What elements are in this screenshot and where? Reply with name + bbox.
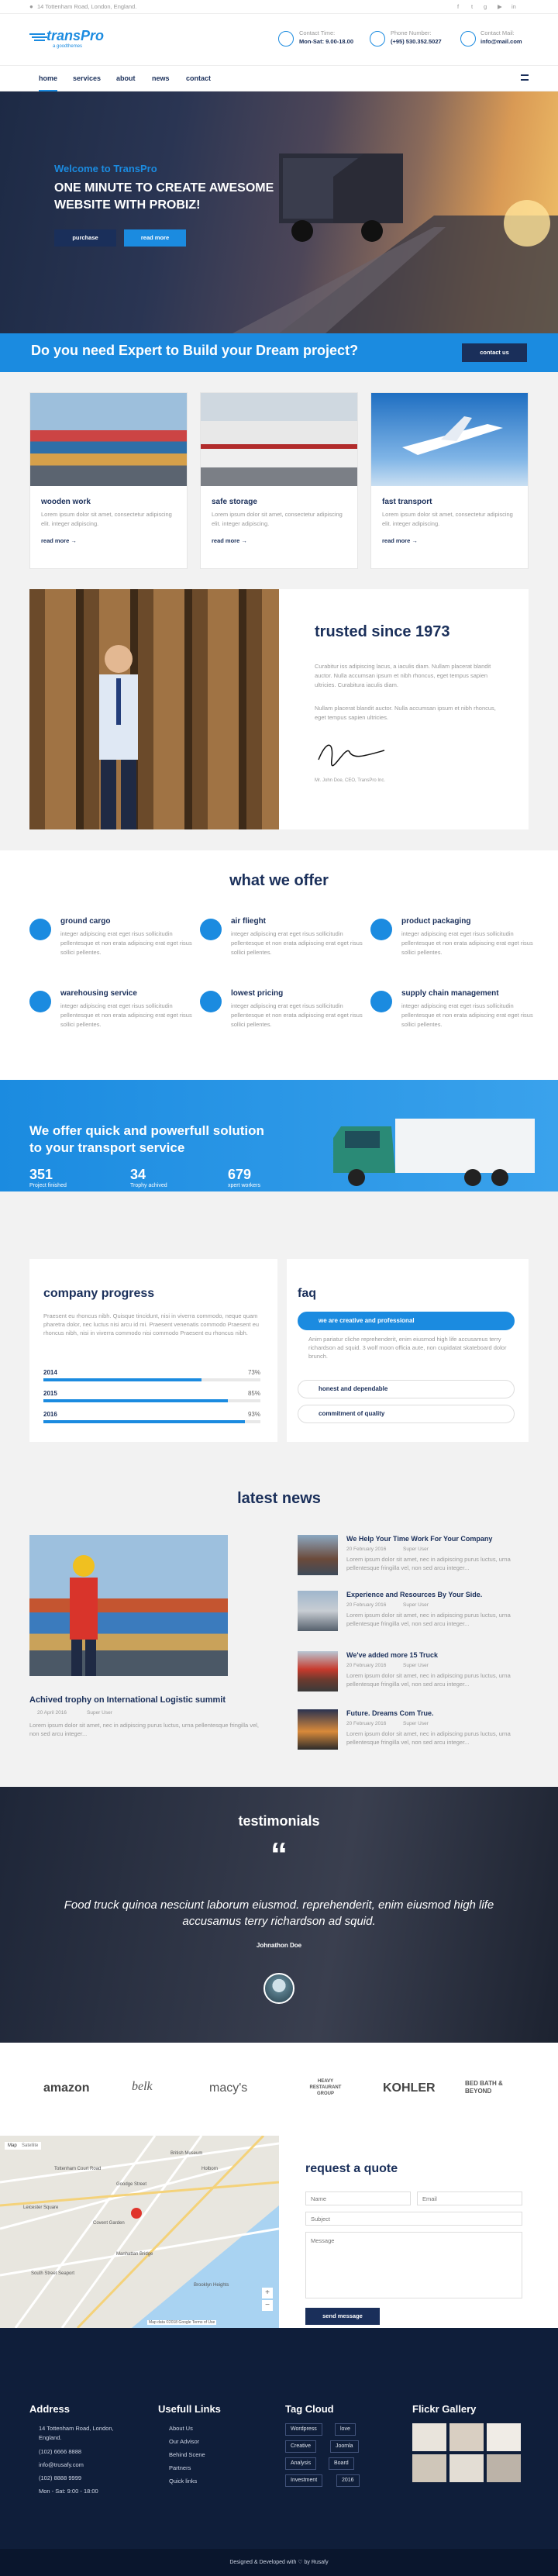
offer-item-title: ground cargo xyxy=(60,917,111,926)
fast-transport-image xyxy=(371,393,528,486)
logo-text: transPro xyxy=(46,28,105,43)
zoom-in-button[interactable]: + xyxy=(262,2288,273,2298)
stat-label: Trophy achived xyxy=(130,1183,167,1188)
card-read-more-link[interactable]: read more → xyxy=(41,537,77,544)
green-truck-image xyxy=(326,1111,535,1191)
hero-welcome: Welcome to TransPro xyxy=(54,163,157,174)
price-icon xyxy=(200,991,222,1012)
news-thumb xyxy=(298,1591,338,1631)
card-fast-transport xyxy=(370,392,529,569)
offer-item-text: integer adipiscing erat eget risus sollicitudin pellentesque et non erata adipiscing erat eget risus sollici pellentes. xyxy=(401,930,533,956)
worker-figure xyxy=(29,1535,228,1676)
faq-item[interactable]: honest and dependable xyxy=(298,1380,515,1398)
faq-item[interactable]: commitment of quality xyxy=(298,1405,515,1423)
featured-news-author: Super User xyxy=(87,1710,112,1716)
footer-email[interactable]: info@trusafy.com xyxy=(39,2461,84,2468)
news-item-date: 20 February 2016 xyxy=(346,1602,387,1608)
signature-caption: Mr. John Doe, CEO, TransPro Inc. xyxy=(315,778,386,783)
partner-logo[interactable]: amazon xyxy=(43,2081,90,2095)
news-title: latest news xyxy=(237,1490,321,1507)
tag[interactable]: love xyxy=(335,2423,356,2436)
linkedin-icon[interactable]: in xyxy=(512,3,516,10)
map-tab-satellite[interactable]: Satellite xyxy=(19,2142,41,2150)
ground-cargo-icon xyxy=(29,919,51,940)
nav-services[interactable]: services xyxy=(73,74,102,82)
testimonial-quote-1: Food truck quinoa nesciunt laborum eiusmod. reprehenderit, enim eiusmod high life xyxy=(64,1898,494,1912)
featured-news-text: Lorem ipsum dolor sit amet, nec in adipiscing purus luctus, urna pellentesque fringilla vel, non sed arcu integer... xyxy=(29,1722,259,1737)
solution-title-2: to your transport service xyxy=(29,1140,185,1155)
cta-strip xyxy=(0,333,558,372)
twitter-icon[interactable]: t xyxy=(471,3,474,10)
map-label: Brooklyn Heights xyxy=(194,2283,229,2288)
signature-image xyxy=(315,736,392,767)
trusted-paragraph-1: Curabitur iss adipiscing lacus, a iaculis diam. Nullam placerat blandit auctor. Nulla accumsan ipsum et nibh rhoncus, eget tempus sapien ultricies. Curabitura iaculis diam. xyxy=(315,663,491,688)
logo-icon xyxy=(29,31,48,42)
logo[interactable] xyxy=(29,28,122,51)
news-item-text: Lorem ipsum dolor sit amet, nec in adipiscing purus luctus, urna pellentesque fringilla vel, non sed arcu integer... xyxy=(346,1612,511,1627)
footer-phone: (102) 6666 8888 xyxy=(39,2448,82,2455)
hero-truck-image xyxy=(0,91,558,333)
trusted-title: trusted since 1973 xyxy=(315,623,450,640)
featured-news-date: 20 April 2016 xyxy=(37,1710,67,1716)
purchase-button[interactable]: purchase xyxy=(54,229,116,247)
stat-value: 34 xyxy=(130,1167,146,1182)
card-text: Lorem ipsum dolor sit amet, consectetur adipiscing elit. integer adipiscing. xyxy=(382,511,513,527)
news-item-title[interactable]: We've added more 15 Truck xyxy=(346,1651,439,1659)
phone-number xyxy=(391,29,442,45)
main-nav xyxy=(0,65,558,91)
nav-home[interactable]: home xyxy=(39,66,57,91)
warehouse-man-image xyxy=(29,589,279,829)
partners-strip xyxy=(0,2043,558,2136)
man-figure xyxy=(84,636,153,829)
offer-item-text: integer adipiscing erat eget risus sollicitudin pellentesque et non erata adipiscing erat eget risus sollici pellentes. xyxy=(60,1002,192,1028)
bar-percent: 73% xyxy=(247,1369,260,1376)
gallery-thumb[interactable] xyxy=(412,2423,446,2451)
card-read-more-link[interactable]: read more → xyxy=(212,537,247,544)
header xyxy=(0,14,558,65)
quote-icon: “ xyxy=(270,1836,288,1874)
stat-value: 679 xyxy=(228,1167,252,1182)
bar-fill xyxy=(43,1378,202,1381)
tag[interactable]: Board xyxy=(329,2457,354,2470)
news-item-date: 20 February 2016 xyxy=(346,1547,387,1552)
mail-label: Contact Mail: xyxy=(480,29,515,36)
phone-icon xyxy=(370,31,385,47)
card-wooden-work xyxy=(29,392,188,569)
map-label: Goodge Street xyxy=(116,2182,147,2187)
hero-headline-2: WEBSITE WITH PROBIZ! xyxy=(54,198,201,212)
news-item-author: Super User xyxy=(403,1602,429,1608)
news-item-title[interactable]: Experience and Resources By Your Side. xyxy=(346,1591,483,1598)
map-label: Leicester Square xyxy=(23,2205,59,2210)
map-label: South Street Seaport xyxy=(31,2271,75,2276)
gallery-thumb[interactable] xyxy=(450,2423,484,2451)
news-thumb xyxy=(298,1651,338,1691)
bar-track xyxy=(43,1399,260,1402)
bar-fill xyxy=(43,1420,245,1423)
name-field[interactable] xyxy=(305,2191,411,2205)
warehouse-icon xyxy=(29,991,51,1012)
tag[interactable]: Wordpress xyxy=(285,2423,322,2436)
youtube-icon[interactable]: ▶ xyxy=(498,3,502,10)
progress-bar-2015 xyxy=(43,1390,260,1397)
contact-time-value: Mon-Sat: 9.00-18.00 xyxy=(299,38,354,45)
faq-item-active[interactable]: we are creative and professional xyxy=(298,1312,515,1330)
mail-icon xyxy=(460,31,476,47)
partner-logo[interactable]: macy's xyxy=(209,2081,248,2095)
stat-value: 351 xyxy=(29,1167,53,1182)
bar-percent: 93% xyxy=(247,1411,260,1418)
contact-mail xyxy=(480,29,522,45)
news-item-title[interactable]: Future. Dreams Com True. xyxy=(346,1709,434,1717)
news-thumb xyxy=(298,1709,338,1750)
contact-us-button[interactable]: contact us xyxy=(462,343,527,362)
partner-logo[interactable]: BED BATH & BEYOND xyxy=(465,2080,503,2095)
footer-link[interactable]: Quick links xyxy=(169,2478,198,2485)
featured-news-title[interactable]: Achived trophy on International Logistic summit xyxy=(29,1695,226,1705)
card-title: wooden work xyxy=(41,498,91,506)
offer-item-text: integer adipiscing erat eget risus sollicitudin pellentesque et non erata adipiscing erat eget risus sollici pellentes. xyxy=(231,930,363,956)
tag[interactable]: Analysis xyxy=(285,2457,316,2470)
zoom-out-button[interactable]: − xyxy=(262,2300,273,2311)
progress-text: Praesent eu rhoncus nibh. Quisque tincidunt, nisi in viverra commodo, neque quam pharetra dolor, nec luctus nisi arcu id mi. Praesent venenatis commodo Praesent eu rhoncus nibh, nisi in viverra commodo nisi commodo Praesent eu rhoncus nibh. xyxy=(43,1312,260,1336)
nav-contact[interactable]: contact xyxy=(186,74,212,82)
offer-item-title: supply chain management xyxy=(401,989,499,998)
partner-logo[interactable]: belk xyxy=(132,2080,153,2093)
map-tab-map[interactable]: Map xyxy=(5,2142,20,2150)
airplane-icon xyxy=(371,393,528,486)
location-icon: ● xyxy=(29,3,33,10)
card-safe-storage xyxy=(200,392,358,569)
card-text: Lorem ipsum dolor sit amet, consectetur adipiscing elit. integer adipiscing. xyxy=(41,511,172,527)
stat-label: Project finished xyxy=(29,1183,67,1188)
tag[interactable]: 2016 xyxy=(336,2474,360,2487)
subject-field[interactable] xyxy=(305,2212,522,2226)
logo-tagline: a goodthemes xyxy=(53,44,83,49)
map-label: Covent Garden xyxy=(93,2221,125,2226)
contact-time-label: Contact Time: xyxy=(299,29,336,36)
gallery-thumb[interactable] xyxy=(487,2454,521,2482)
partner-logo[interactable]: KOHLER xyxy=(383,2081,436,2095)
top-bar xyxy=(0,0,558,14)
package-icon xyxy=(370,919,392,940)
email-field[interactable] xyxy=(417,2191,522,2205)
hero-slider xyxy=(0,91,558,333)
news-item-author: Super User xyxy=(403,1547,429,1552)
phone-value: (+95) 530.352.5027 xyxy=(391,38,442,45)
map-label: British Museum xyxy=(170,2151,203,2156)
bar-percent: 85% xyxy=(247,1390,260,1397)
news-item-text: Lorem ipsum dolor sit amet, nec in adipiscing purus luctus, urna pellentesque fringilla vel, non sed arcu integer... xyxy=(346,1556,511,1571)
bar-year: 2015 xyxy=(43,1390,57,1397)
stat-label: xpert workers xyxy=(228,1183,261,1188)
bar-year: 2016 xyxy=(43,1411,57,1418)
featured-news-image xyxy=(29,1535,228,1676)
quote-form xyxy=(279,2136,558,2328)
clock-icon xyxy=(278,31,294,47)
nav-news[interactable]: news xyxy=(152,74,170,82)
gallery-thumb[interactable] xyxy=(450,2454,484,2482)
tag[interactable]: Creative xyxy=(285,2440,316,2453)
footer-phone: (102) 8888 9999 xyxy=(39,2474,82,2481)
progress-bar-2016 xyxy=(43,1411,260,1418)
offer-item-title: product packaging xyxy=(401,917,471,926)
wooden-work-image xyxy=(30,393,187,486)
news-item-text: Lorem ipsum dolor sit amet, nec in adipiscing purus luctus, urna pellentesque fringilla vel, non sed arcu integer... xyxy=(346,1730,511,1746)
quote-title: request a quote xyxy=(305,2162,398,2175)
testimonials-section xyxy=(0,1787,558,2043)
solution-banner xyxy=(0,1080,558,1191)
google-plus-icon[interactable]: g xyxy=(484,3,487,10)
facebook-icon[interactable]: f xyxy=(457,3,460,10)
footer-address-line: 14 Tottenham Road, London, xyxy=(39,2425,114,2432)
menu-icon[interactable] xyxy=(521,74,529,81)
footer-gallery-title: Flickr Gallery xyxy=(412,2403,477,2415)
read-more-button[interactable]: read more xyxy=(124,229,186,247)
footer-link[interactable]: Behind Scene xyxy=(169,2451,205,2458)
footer-link[interactable]: Partners xyxy=(169,2464,191,2471)
airplane-icon xyxy=(200,919,222,940)
bar-fill xyxy=(43,1399,228,1402)
copyright: Designed & Developed with ♡ by Rusafy xyxy=(229,2560,329,2565)
map-credits: Map data ©2018 Google Terms of Use xyxy=(149,2320,215,2325)
news-item-date: 20 February 2016 xyxy=(346,1721,387,1726)
faq-title: faq xyxy=(298,1287,316,1300)
footer-link[interactable]: Our Advisor xyxy=(169,2438,200,2445)
map-graphic xyxy=(0,2136,279,2328)
map-label: Manhattan Bridge xyxy=(116,2252,153,2257)
message-field[interactable] xyxy=(305,2232,522,2298)
footer-links-title: Usefull Links xyxy=(158,2403,221,2415)
bar-track xyxy=(43,1378,260,1381)
safe-storage-image xyxy=(201,393,357,486)
solution-title-1: We offer quick and powerfull solution xyxy=(29,1123,264,1138)
news-item-author: Super User xyxy=(403,1663,429,1668)
send-message-button[interactable]: send message xyxy=(305,2308,380,2325)
footer-address-line: England. xyxy=(39,2434,62,2441)
progress-title: company progress xyxy=(43,1287,155,1300)
trusted-paragraph-2: Nullam placerat blandit auctor. Nulla accumsan ipsum et nibh rhoncus, eget tempus sapien ultricies. xyxy=(315,705,496,721)
globe-icon xyxy=(370,991,392,1012)
card-title: safe storage xyxy=(212,498,257,506)
faq-answer: Anim pariatur cliche reprehenderit, enim eiusmod high life accusamus terry richardson ad squid. 3 wolf moon officia aute, non cupidatat skateboard dolor brunch. xyxy=(308,1336,507,1360)
testimonial-avatar[interactable] xyxy=(264,1973,294,2004)
footer-address-title: Address xyxy=(29,2403,71,2415)
progress-bar-2014 xyxy=(43,1369,260,1376)
phone-label: Phone Number: xyxy=(391,29,432,36)
card-text: Lorem ipsum dolor sit amet, consectetur adipiscing elit. integer adipiscing. xyxy=(212,511,343,527)
testimonial-quote-2: accusamus terry richardson ad squid. xyxy=(182,1915,376,1928)
offer-item-text: integer adipiscing erat eget risus sollicitudin pellentesque et non erata adipiscing erat eget risus sollici pellentes. xyxy=(231,1002,363,1028)
mail-value[interactable]: info@mail.com xyxy=(480,38,522,45)
bottom-bar xyxy=(0,2549,558,2576)
map[interactable] xyxy=(0,2136,279,2328)
card-read-more-link[interactable]: read more → xyxy=(382,537,418,544)
offer-item-title: lowest pricing xyxy=(231,989,284,998)
testimonial-author: Johnathon Doe xyxy=(256,1942,302,1949)
card-title: fast transport xyxy=(382,498,432,506)
offer-item-text: integer adipiscing erat eget risus sollicitudin pellentesque et non erata adipiscing erat eget risus sollici pellentes. xyxy=(401,1002,533,1028)
contact-time xyxy=(299,29,353,45)
cta-text: Do you need Expert to Build your Dream project? xyxy=(31,343,359,358)
tag[interactable]: Investment xyxy=(285,2474,322,2487)
footer-tags-title: Tag Cloud xyxy=(285,2403,334,2415)
news-item-title[interactable]: We Help Your Time Work For Your Company xyxy=(346,1535,493,1543)
footer-hours: Mon - Sat: 9:00 - 18:00 xyxy=(39,2488,98,2495)
hero-headline-1: ONE MINUTE TO CREATE AWESOME xyxy=(54,181,274,195)
top-address: 14 Tottenham Road, London, England. xyxy=(37,3,137,10)
nav-about[interactable]: about xyxy=(116,74,136,82)
testimonials-title: testimonials xyxy=(238,1813,320,1829)
map-label: Holborn xyxy=(202,2167,219,2171)
gallery-thumb[interactable] xyxy=(412,2454,446,2482)
news-item-text: Lorem ipsum dolor sit amet, nec in adipiscing purus luctus, urna pellentesque fringilla vel, non sed arcu integer... xyxy=(346,1672,511,1688)
offer-item-title: warehousing service xyxy=(60,989,137,998)
news-item-date: 20 February 2016 xyxy=(346,1663,387,1668)
news-thumb xyxy=(298,1535,338,1575)
tag[interactable]: Joomla xyxy=(330,2440,359,2453)
map-label: Tottenham Court Road xyxy=(54,2167,102,2171)
news-item-author: Super User xyxy=(403,1721,429,1726)
bar-year: 2014 xyxy=(43,1369,57,1376)
offer-title: what we offer xyxy=(229,872,329,889)
partner-logo[interactable]: HEAVY RESTAURANT GROUP xyxy=(309,2079,342,2096)
gallery-thumb[interactable] xyxy=(487,2423,521,2451)
offer-item-text: integer adipiscing erat eget risus sollicitudin pellentesque et non erata adipiscing erat eget risus sollici pellentes. xyxy=(60,930,192,956)
footer-link[interactable]: About Us xyxy=(169,2425,193,2432)
offer-item-title: air flieght xyxy=(231,917,267,926)
bar-track xyxy=(43,1420,260,1423)
trusted-section xyxy=(29,589,529,829)
